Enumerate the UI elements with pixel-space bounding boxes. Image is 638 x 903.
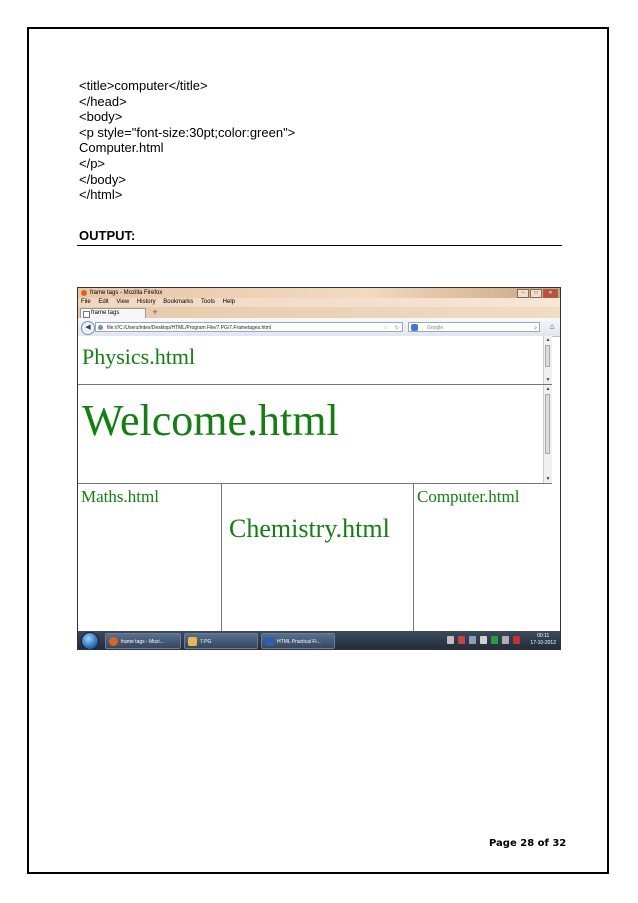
code-line: <body>	[79, 109, 123, 125]
menu-tools[interactable]: Tools	[200, 299, 215, 305]
menu-bookmarks[interactable]: Bookmarks	[163, 299, 194, 305]
maximize-button[interactable]: □	[530, 289, 542, 298]
scroll-up-icon[interactable]: ▲	[545, 337, 551, 343]
tray-icon[interactable]	[480, 636, 487, 644]
taskbar-item-label: 7.PG	[200, 639, 212, 645]
scroll-down-icon[interactable]: ▼	[545, 377, 551, 383]
code-line: </head>	[79, 93, 127, 109]
close-button[interactable]: ✕	[543, 289, 558, 298]
browser-screenshot	[77, 287, 561, 650]
frame-chemistry-text: Chemistry.html	[229, 514, 390, 543]
frame-welcome-text: Welcome.html	[82, 396, 339, 445]
new-tab-button[interactable]: +	[152, 307, 158, 317]
volume-icon[interactable]	[502, 636, 509, 644]
window-controls	[517, 289, 558, 298]
code-line: </p>	[79, 155, 106, 171]
scrollbar[interactable]	[543, 385, 552, 483]
frame-computer-text: Computer.html	[417, 487, 520, 506]
search-icon[interactable]: ⌕	[534, 325, 537, 331]
scroll-down-icon[interactable]: ▼	[545, 476, 551, 482]
tab-label: frame tags	[91, 310, 120, 316]
code-line: <title>computer</title>	[79, 78, 208, 93]
start-button[interactable]	[81, 632, 99, 650]
tab-bar	[78, 307, 560, 318]
firefox-icon	[109, 637, 118, 646]
taskbar-item-word[interactable]	[261, 633, 335, 649]
frame-computer	[414, 484, 560, 631]
clock-time: 00:11	[537, 633, 550, 639]
scroll-up-icon[interactable]: ▲	[545, 386, 551, 392]
page-number: Page 28 of 32	[489, 838, 567, 849]
network-icon[interactable]	[491, 636, 498, 644]
window-titlebar	[78, 288, 560, 298]
taskbar-item-label: HTML Practical Fi...	[277, 639, 321, 645]
url-bar[interactable]	[95, 322, 403, 332]
folder-icon	[188, 637, 197, 646]
back-button[interactable]: ◀	[81, 321, 95, 335]
scrollbar[interactable]	[543, 336, 552, 384]
code-line: </html>	[79, 187, 123, 203]
reload-icon[interactable]: ↻	[394, 325, 399, 331]
firefox-icon	[81, 290, 87, 296]
menu-help[interactable]: Help	[222, 299, 235, 305]
menu-bar	[78, 298, 560, 307]
taskbar-item-firefox[interactable]	[105, 633, 181, 649]
code-line: </body>	[79, 171, 126, 187]
menu-file[interactable]: File	[81, 299, 91, 305]
page-icon	[83, 311, 90, 318]
frame-physics-text: Physics.html	[82, 344, 196, 369]
tray-icon[interactable]	[458, 636, 465, 644]
minimize-button[interactable]: –	[517, 289, 529, 298]
tray-icon[interactable]	[469, 636, 476, 644]
code-listing	[79, 78, 295, 203]
scroll-thumb[interactable]	[545, 394, 550, 454]
home-icon[interactable]: ⌂	[549, 322, 555, 331]
window-title: frame tags - Mozilla Firefox	[90, 290, 163, 296]
menu-edit[interactable]: Edit	[98, 299, 109, 305]
search-placeholder: Google	[427, 325, 444, 331]
navigation-bar	[78, 318, 560, 337]
frame-welcome	[78, 385, 552, 484]
scroll-thumb[interactable]	[545, 345, 550, 367]
search-input[interactable]	[408, 322, 540, 332]
taskbar-clock[interactable]	[530, 633, 556, 647]
tab-frame-tags[interactable]	[80, 308, 146, 318]
url-text: file:///C:/Users/intex/Desktop/HTML/Program File/7.PG/7.Frametages.html	[107, 325, 271, 331]
frame-maths	[78, 484, 222, 631]
menu-view[interactable]: View	[116, 299, 130, 305]
output-heading: OUTPUT:	[79, 228, 136, 243]
bookmark-star-icon[interactable]: ☆	[383, 325, 388, 331]
taskbar-item-label: frame tags - Mozi...	[121, 639, 164, 645]
word-icon	[265, 637, 274, 646]
windows-taskbar	[78, 631, 560, 650]
tray-icon[interactable]	[447, 636, 454, 644]
frame-chemistry	[222, 484, 414, 631]
google-icon	[411, 324, 418, 331]
code-line: Computer.html	[79, 140, 164, 156]
frame-maths-text: Maths.html	[81, 487, 159, 506]
globe-icon	[98, 325, 103, 330]
heading-rule	[77, 245, 562, 246]
clock-date: 17-10-2012	[530, 640, 556, 646]
tray-icon[interactable]	[513, 636, 520, 644]
code-line: <p style="font-size:30pt;color:green">	[79, 124, 296, 140]
system-tray	[447, 636, 520, 644]
frame-physics	[78, 336, 552, 385]
taskbar-item-folder[interactable]	[184, 633, 258, 649]
menu-history[interactable]: History	[136, 299, 156, 305]
